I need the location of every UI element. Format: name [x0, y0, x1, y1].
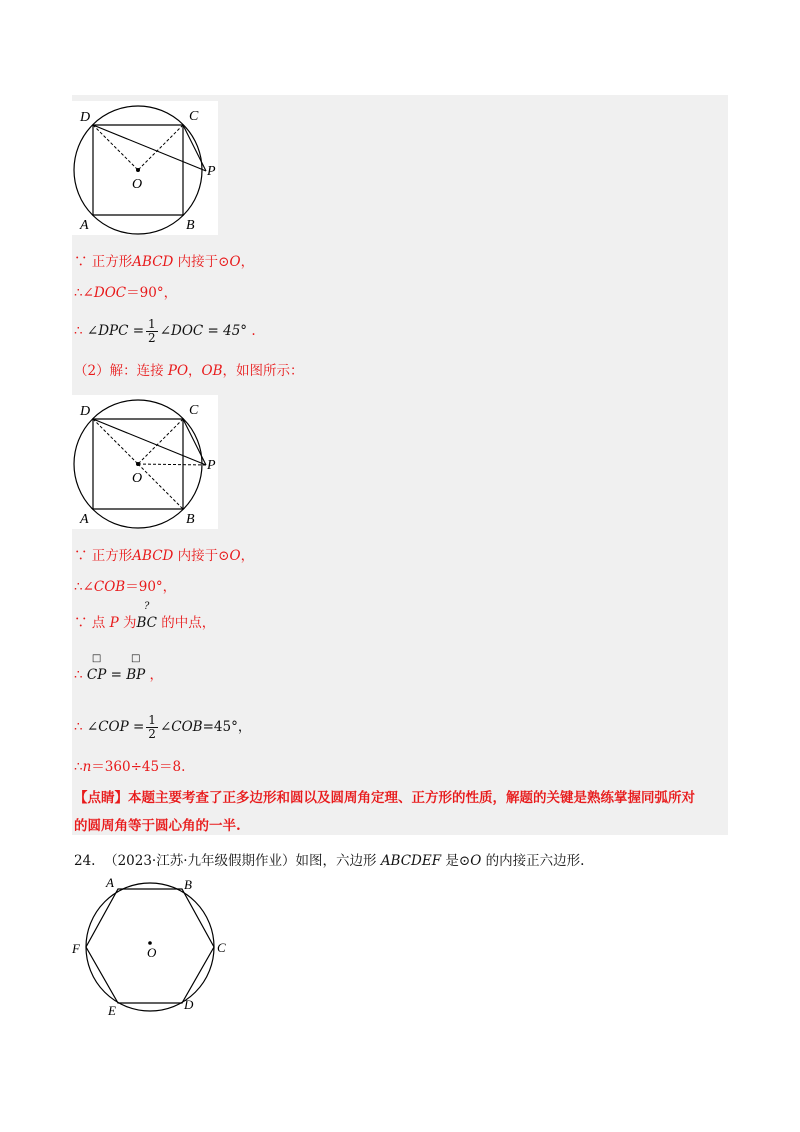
fig1-label-o: O [132, 177, 143, 192]
fig2-label-p: P [207, 458, 216, 473]
text: ∵ 正方形 [74, 548, 133, 564]
text: ∴∠ [74, 579, 94, 595]
part2-line6 [74, 758, 185, 776]
text: O [229, 254, 241, 270]
part2-line2 [74, 578, 176, 596]
text: 的内接正六边形. [481, 853, 585, 869]
fig2-label-c: C [189, 403, 199, 418]
fig2-label-o: O [132, 471, 143, 486]
text: PO [167, 363, 189, 379]
fig3-label-b: B [184, 877, 192, 892]
arc-mark: ? [144, 601, 150, 612]
part2-line3 [74, 601, 216, 632]
text: 2 [148, 331, 156, 345]
text: ＝90°， [126, 285, 178, 301]
text: （2）解：连接 [74, 363, 168, 379]
fig2-label-d: D [80, 404, 91, 419]
figure-hexagon-circle [70, 875, 235, 1020]
text: ∴∠ [74, 285, 94, 301]
text: ABCD [132, 548, 174, 564]
text: ∵ 正方形 [74, 254, 133, 270]
fraction-half [146, 714, 158, 741]
text: （2023·江苏·九年级假期作业）如图，六边形 [104, 853, 381, 869]
text: ∠COP = [86, 719, 145, 735]
text: = [106, 667, 127, 683]
fig3-label-a: A [106, 875, 114, 890]
text: CP [86, 667, 107, 683]
fig2-label-b: B [186, 512, 195, 527]
text: ABCDEF [380, 853, 442, 869]
arc-bc [136, 601, 157, 632]
figure-3-svg [70, 875, 235, 1020]
text: 为 [118, 615, 137, 631]
figure-square-circle-2 [72, 395, 218, 529]
fig1-label-a: A [80, 218, 89, 233]
part1-line3 [74, 318, 256, 345]
fig1-label-p: P [207, 164, 216, 179]
text: n [82, 759, 92, 775]
text: =45°， [202, 719, 252, 735]
figure-2-svg [72, 395, 218, 529]
text: . [247, 323, 256, 339]
fig1-label-b: B [186, 218, 195, 233]
text: 2 [148, 727, 156, 741]
text: O [470, 853, 482, 869]
fig2-label-a: A [80, 512, 89, 527]
part2-line5 [74, 714, 251, 741]
text: ， [240, 254, 255, 270]
text: BC [136, 615, 157, 631]
text: P [109, 615, 119, 631]
text: ， [188, 363, 202, 379]
text: 内接于⊙ [173, 548, 230, 564]
text: O [229, 548, 241, 564]
fig3-label-d: D [184, 997, 194, 1012]
arc-mark: □ [131, 653, 141, 664]
text: ∴ [74, 667, 87, 683]
arc-cp [86, 653, 107, 684]
text: ，如图所示： [222, 363, 304, 379]
comment-line1: 【点睛】本题主要考查了正多边形和圆以及圆周角定理、正方形的性质，解题的关键是熟练掌握同弧所对 [74, 790, 695, 806]
text: BP [126, 667, 146, 683]
question-24 [74, 852, 584, 870]
text: ， [240, 548, 255, 564]
text: ∵ 点 [74, 615, 110, 631]
part1-line2 [74, 284, 177, 302]
arc-mark: □ [91, 653, 102, 664]
text: 是⊙ [441, 853, 471, 869]
text: ∠DOC = 45° [159, 323, 248, 339]
fig3-label-e: E [108, 1003, 116, 1018]
part2-intro [74, 362, 304, 380]
text: ∴ [74, 323, 87, 339]
text: 1 [148, 317, 156, 331]
comment-line2: 的圆周角等于圆心角的一半. [74, 818, 241, 834]
fig3-label-o: O [147, 945, 157, 960]
part1-line1 [74, 253, 254, 271]
text: 内接于⊙ [173, 254, 230, 270]
fig1-label-d: D [80, 110, 91, 125]
fig3-label-f: F [72, 941, 80, 956]
text: COB [93, 579, 126, 595]
text: ＝360÷45＝8. [91, 759, 186, 775]
arc-bp [126, 653, 146, 684]
text: ∠DPC = [86, 323, 145, 339]
text: DOC [93, 285, 127, 301]
fraction-half [146, 318, 158, 345]
text: OB [201, 363, 223, 379]
question-number: 24. [74, 853, 96, 869]
figure-1-svg [72, 101, 218, 235]
figure-square-circle-1 [72, 101, 218, 235]
text: 1 [148, 713, 156, 727]
fig3-label-c: C [217, 940, 226, 955]
part2-line4 [74, 653, 164, 684]
part2-line1 [74, 547, 254, 565]
text: 的中点， [157, 615, 216, 631]
text: ABCD [132, 254, 174, 270]
text: ∠COB [159, 719, 203, 735]
text: ＝90°， [125, 579, 177, 595]
text: ∴ [74, 759, 83, 775]
fig1-label-c: C [189, 109, 199, 124]
text: ， [145, 667, 164, 683]
text: ∴ [74, 719, 87, 735]
